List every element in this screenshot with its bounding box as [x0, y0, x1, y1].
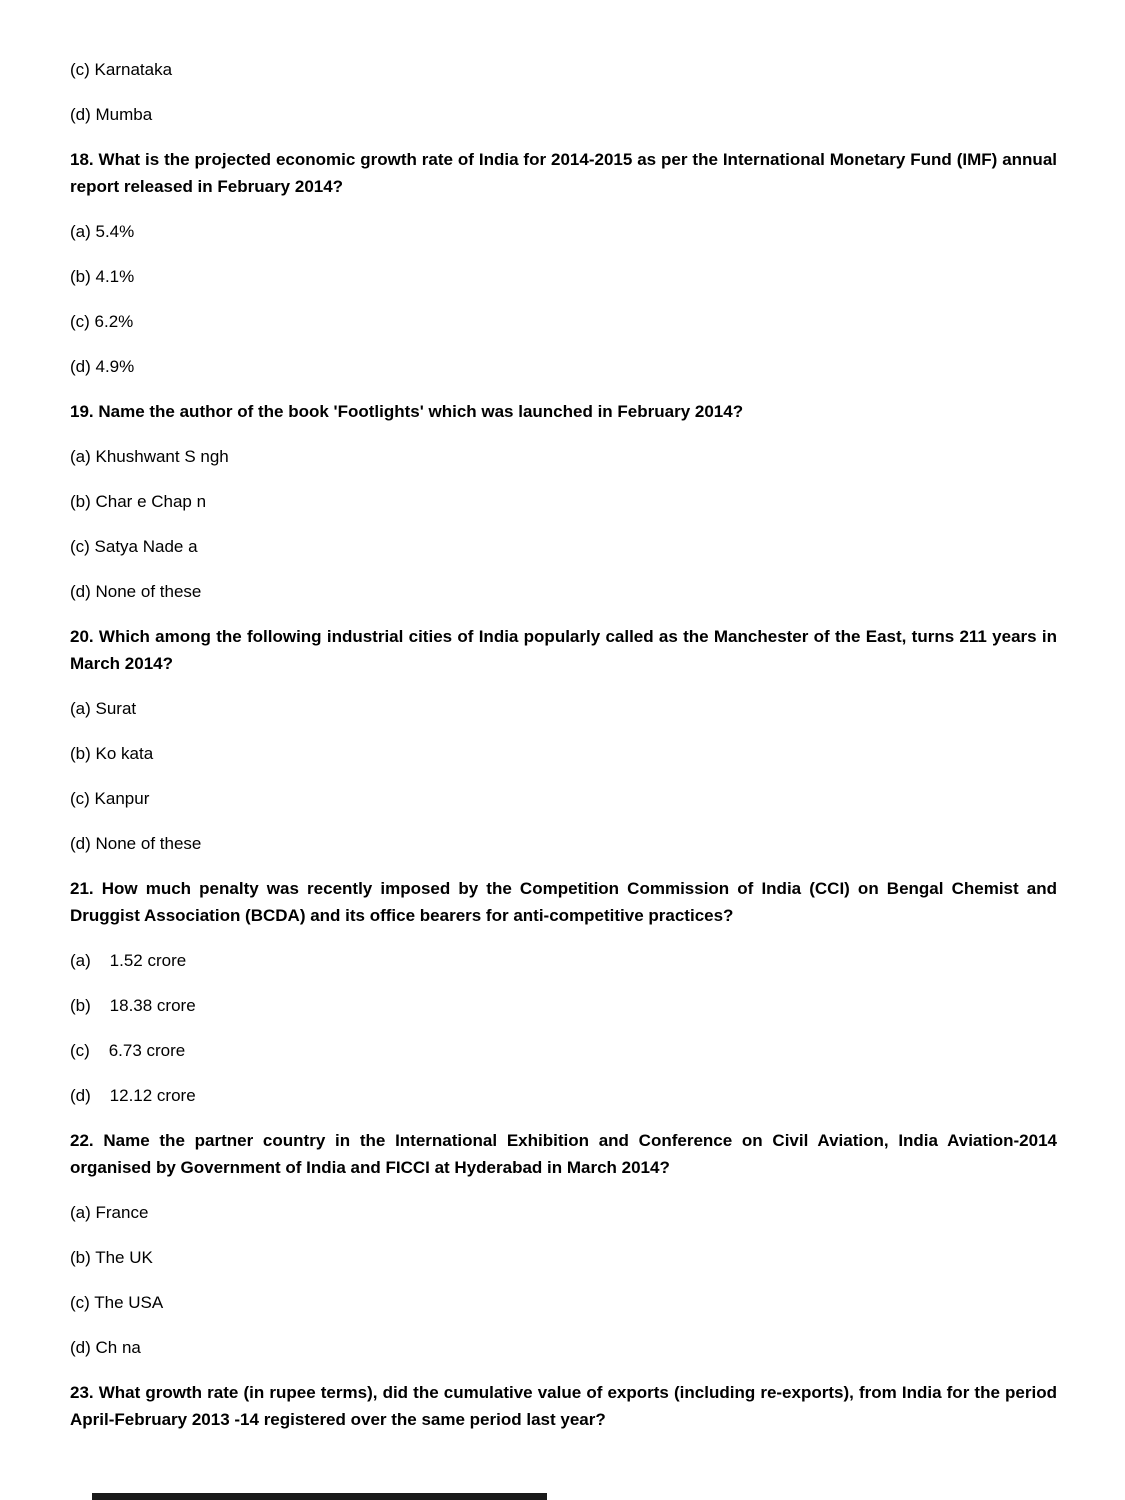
- option: (d) Mumba: [70, 105, 153, 124]
- option: (a) 1.52 crore: [70, 951, 187, 970]
- option: (c) The USA: [70, 1293, 164, 1312]
- option: (c) 6.2%: [70, 312, 134, 331]
- option: (d) None of these: [70, 834, 202, 853]
- question-text: 22. Name the partner country in the International Exhibition and Conference on Civil Aviation, India Aviation-2014 organised by Government of India and FICCI at Hyderabad in March 2014?: [70, 1131, 1057, 1177]
- option: (c) Satya Nade a: [70, 537, 198, 556]
- option: (a) 5.4%: [70, 222, 135, 241]
- option: (d) 4.9%: [70, 357, 135, 376]
- option: (c) 6.73 crore: [70, 1041, 186, 1060]
- option: (b) Char e Chap n: [70, 492, 207, 511]
- question-text: 23. What growth rate (in rupee terms), did the cumulative value of exports (including re-exports), from India for the period April-February 2013 -14 registered over the same period last year?: [70, 1383, 1057, 1429]
- option: (a) Surat: [70, 699, 137, 718]
- option: (b) Ko kata: [70, 744, 154, 763]
- question-text: 18. What is the projected economic growth rate of India for 2014-2015 as per the International Monetary Fund (IMF) annual report released in February 2014?: [70, 150, 1057, 196]
- option: (c) Kanpur: [70, 789, 150, 808]
- next-page-edge: [92, 1493, 547, 1500]
- option: (b) The UK: [70, 1248, 153, 1267]
- option: (a) Khushwant S ngh: [70, 447, 229, 466]
- option: (d) None of these: [70, 582, 202, 601]
- question-text: 21. How much penalty was recently imposed by the Competition Commission of India (CCI) on Bengal Chemist and Druggist Association (BCDA) and its office bearers for anti-competitive practices?: [70, 879, 1057, 925]
- option: (a) France: [70, 1203, 149, 1222]
- option: (c) Karnataka: [70, 60, 173, 79]
- option: (d) Ch na: [70, 1338, 141, 1357]
- option: (b) 18.38 crore: [70, 996, 196, 1015]
- question-text: 20. Which among the following industrial cities of India popularly called as the Manchester of the East, turns 211 years in March 2014?: [70, 627, 1057, 673]
- question-text: 19. Name the author of the book 'Footlights' which was launched in February 2014?: [70, 402, 744, 421]
- option: (d) 12.12 crore: [70, 1086, 196, 1105]
- option: (b) 4.1%: [70, 267, 135, 286]
